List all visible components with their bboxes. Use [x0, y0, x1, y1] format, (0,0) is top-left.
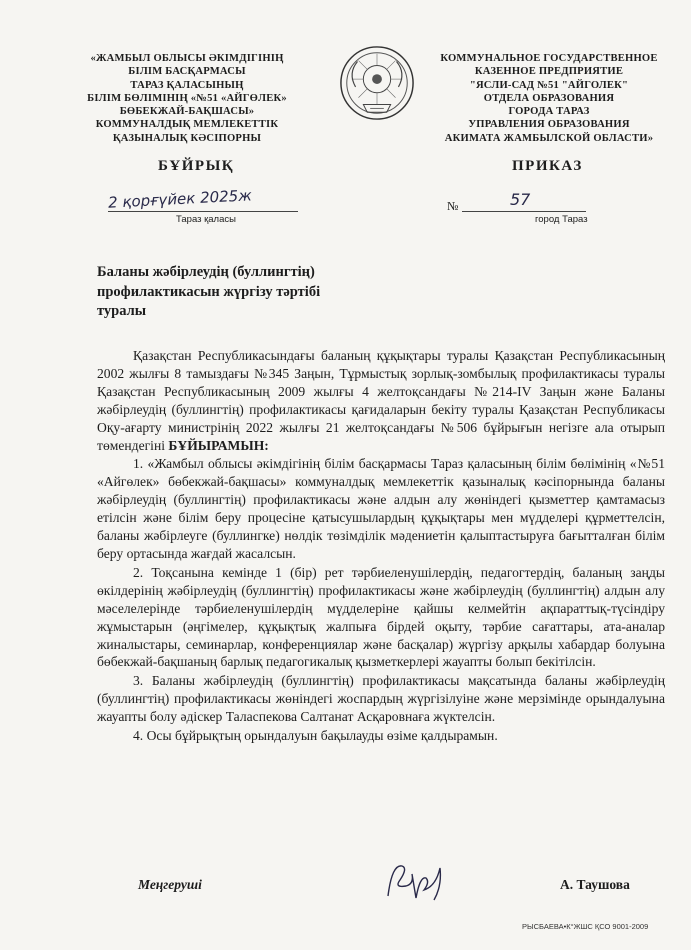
- header-left-line: ТАРАЗ ҚАЛАСЫНЫҢ: [130, 79, 244, 91]
- order-item: 4. Осы бұйрықтың орындалуын бақылауды өзіме қалдырамын.: [133, 728, 498, 744]
- order-word: БҰЙЫРАМЫН:: [168, 437, 269, 453]
- header-right-line: ОТДЕЛА ОБРАЗОВАНИЯ: [483, 92, 615, 104]
- order-body: [97, 347, 665, 746]
- city-russian: город Тараз: [535, 214, 588, 225]
- header-right-line: КОММУНАЛЬНОЕ ГОСУДАРСТВЕННОЕ: [440, 53, 658, 64]
- city-kazakh: Тараз қаласы: [176, 214, 236, 225]
- preamble-text: Қазақстан Республикасындағы баланың құқықтары туралы Қазақстан Республикасының 2002 жылғы 8 тамыздағы №345 Заңын, Тұрмыстық зорлық-зомбылық профилактикасы туралы Қазақстан Республикасының 2009 жылғы 4 желтоқсандағы №214-IV Заңын және Баланы жәбірлеудің (буллингтің) профилактикасы қағидаларын бекіту туралы Қазақстан Республикасы Оқу-ағарту министрінің 2022 жылғы 21 желтоқсандағы №506 бұйрығын негізге ала отырып төмендегіні: [97, 348, 665, 453]
- signer-name: А. Таушова: [560, 877, 630, 892]
- number-underline: [462, 211, 586, 212]
- header-right-line: УПРАВЛЕНИЯ ОБРАЗОВАНИЯ: [468, 119, 630, 131]
- handwritten-date: 2 қорғүйек 2025ж: [107, 186, 253, 212]
- order-item: 1. «Жамбыл облысы әкімдігінің білім басқармасы Тараз қаласының білім бөлімінің «№51 «Айгөлек» бөбекжай-бақшасы» коммуналдық мемлекеттік қазыналық кәсіпорнында баланы жәбірлеудің (буллингтің) профилактикасы және алдын алу жөніндегі қызметтер қамтамасыз етілсін және білім беру процесіне қатысушылардың құқықтары мен мүдделері құрметтелсін, баланы жәбірлеуге (буллингке) нөлдік төзімділік мәдениетін қалыптастыруға бағытталған білім беру ортасында жағдай жасалсын.: [97, 456, 665, 561]
- header-left-line: БІЛІМ БӨЛІМІНІҢ «№51 «АЙГӨЛЕК»: [87, 92, 287, 104]
- state-emblem-icon: [338, 44, 416, 122]
- title-line: профилактикасын жүргізу тәртібі: [97, 283, 321, 300]
- header-right-line: АКИМАТА ЖАМБЫЛСКОЙ ОБЛАСТИ»: [444, 132, 654, 144]
- header-left-line: ҚАЗЫНАЛЫҚ КӘСІПОРНЫ: [112, 132, 262, 144]
- print-house-mark: РЫСБАЕВА•К°ЖШС ҚСО 9001-2009: [522, 922, 649, 931]
- header-right-line: ГОРОДА ТАРАЗ: [508, 106, 590, 118]
- doc-type-russian: ПРИКАЗ: [512, 158, 583, 174]
- title-line: Баланы жәбірлеудің (буллингтің): [97, 264, 315, 280]
- handwritten-number: 57: [510, 190, 531, 209]
- header-right-russian: [430, 52, 668, 145]
- date-underline: [108, 211, 298, 212]
- header-right-line: "ЯСЛИ-САД №51 "АЙГОЛЕК": [469, 79, 629, 91]
- header-right-line: КАЗЕННОЕ ПРЕДПРИЯТИЕ: [474, 66, 624, 78]
- order-item: 2. Тоқсанына кемінде 1 (бір) рет тәрбиеленушілердің, педагогтердің, баланың заңды өкілдерінің жәбірлеудің (буллингтің) профилактикасы және жәбірлеудің (буллингтің) алдын алу мәселелерінде тәрбиеленушілердің мүдделеріне қайшы келмейтін ақпараттық-түсіндіру жұмыстарын (әңгімелер, құқықтық жалпыға бірдей оқыту, тәрбие сағаттары, ата-аналар жиналыстары, семинарлар, конференциялар және басқалар) жүргізу арқылы хабардар болуына бөбекжай-бақшаның барлық педагогикалық қызметкерлері жауапты болып бекітілсін.: [97, 564, 665, 670]
- signer-title: Меңгеруші: [138, 877, 202, 892]
- header-left-line: КОММУНАЛДЫҚ МЕМЛЕКЕТТІК: [95, 119, 279, 131]
- header-left-line: БІЛІМ БАСҚАРМАСЫ: [128, 66, 246, 78]
- header-left-line: «ЖАМБЫЛ ОБЛЫСЫ ӘКІМДІГІНІҢ: [90, 53, 284, 64]
- title-line: туралы: [97, 303, 147, 319]
- preamble-paragraph: [97, 347, 665, 454]
- handwritten-signature: [380, 856, 450, 904]
- header-left-line: БӨБЕКЖАЙ-БАҚШАСЫ»: [119, 106, 255, 118]
- header-left-kazakh: [78, 52, 296, 145]
- doc-type-kazakh: БҰЙРЫҚ: [158, 158, 235, 174]
- number-label: №: [447, 199, 459, 213]
- order-item: 3. Баланы жәбірлеудің (буллингтің) профилактикасы мақсатында баланы жәбірлеудің (буллингтің) профилактикасы жөніндегі жоспардың жүргізілуіне және мерзімінде орындалуына жауапты болу әдіскер Таласпекова Салтанат Асқаровнаға жүктелсін.: [97, 673, 665, 725]
- order-title: [97, 263, 320, 322]
